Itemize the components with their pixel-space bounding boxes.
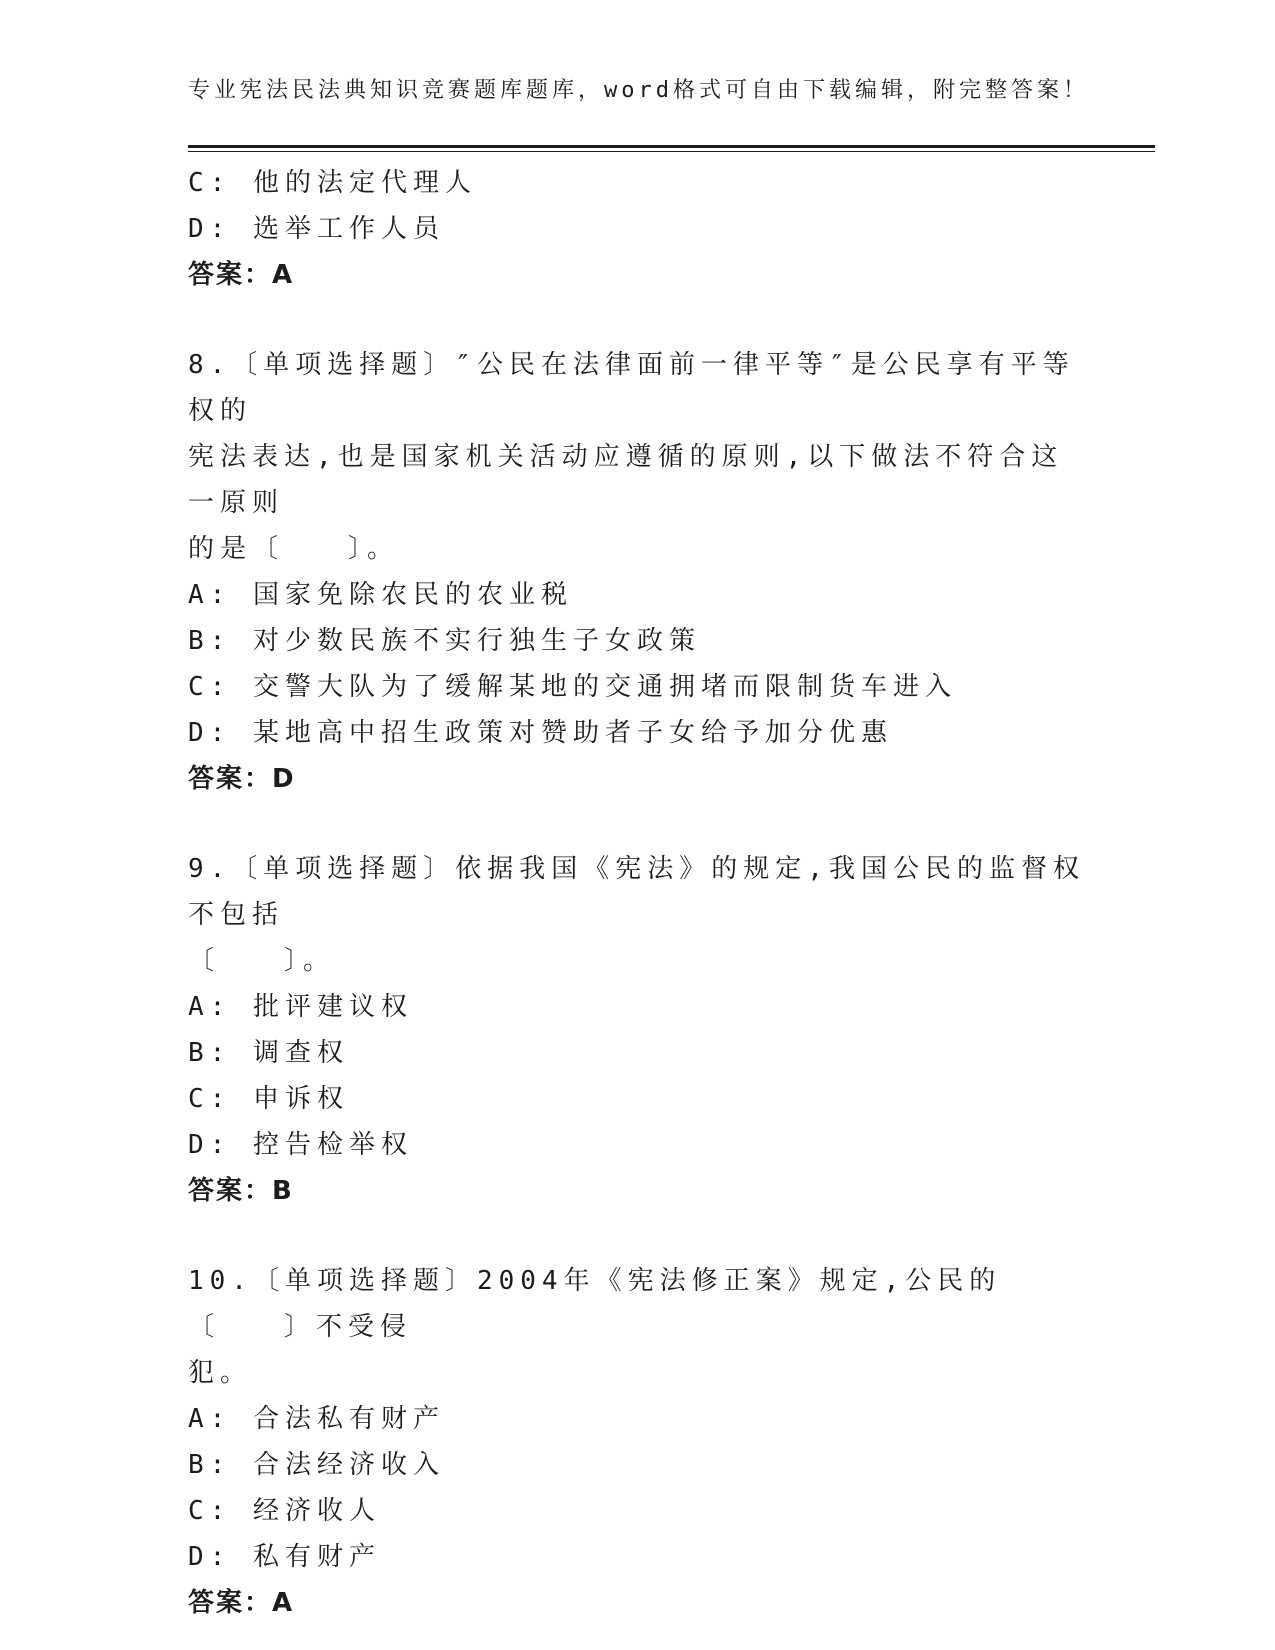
answer-line: 答案：B <box>188 1176 294 1206</box>
question-stem-line: 的是〔 〕。 <box>188 534 400 564</box>
question-stem-line: 犯。 <box>188 1358 253 1388</box>
question-9 <box>188 846 1088 1214</box>
option-c: C: 交警大队为了缓解某地的交通拥堵而限制货车进入 <box>188 672 957 702</box>
option-b: B: 对少数民族不实行独生子女政策 <box>188 626 701 656</box>
question-8 <box>188 342 1088 802</box>
question-stem-line: 宪法表达,也是国家机关活动应遵循的原则,以下做法不符合这一原则 <box>188 442 1064 518</box>
question-stem-line: 10.〔单项选择题〕2004年《宪法修正案》规定,公民的〔 〕不受侵 <box>188 1266 1002 1342</box>
option-d: D: 选举工作人员 <box>188 214 445 244</box>
question-stem-line: 8.〔单项选择题〕″公民在法律面前一律平等″是公民享有平等权的 <box>188 350 1075 426</box>
option-a: A: 国家免除农民的农业税 <box>188 580 573 610</box>
option-c: C: 申诉权 <box>188 1084 349 1114</box>
option-c: C: 经济收人 <box>188 1496 381 1526</box>
question-stem-line: 〔 〕。 <box>188 946 336 976</box>
spacer <box>188 1214 1088 1258</box>
option-a: A: 合法私有财产 <box>188 1404 445 1434</box>
header-rule-thin <box>188 151 1155 152</box>
page-header: 专业宪法民法典知识竞赛题库题库，word格式可自由下载编辑，附完整答案！ <box>188 78 1089 103</box>
question-10 <box>188 1258 1088 1626</box>
spacer <box>188 802 1088 846</box>
answer-line: 答案：A <box>188 260 295 290</box>
spacer <box>188 298 1088 342</box>
option-d: D: 控告检举权 <box>188 1130 413 1160</box>
option-d: D: 某地高中招生政策对赞助者子女给予加分优惠 <box>188 718 893 748</box>
option-c: C: 他的法定代理人 <box>188 168 477 198</box>
answer-line: 答案：D <box>188 764 296 794</box>
continued-question <box>188 160 1088 298</box>
answer-line: 答案：A <box>188 1588 295 1618</box>
option-b: B: 调查权 <box>188 1038 349 1068</box>
option-b: B: 合法经济收入 <box>188 1450 445 1480</box>
question-list <box>188 160 1088 1626</box>
option-a: A: 批评建议权 <box>188 992 413 1022</box>
option-d: D: 私有财产 <box>188 1542 381 1572</box>
question-stem-line: 9.〔单项选择题〕依据我国《宪法》的规定,我国公民的监督权不包括 <box>188 854 1085 930</box>
header-rule-thick <box>188 145 1155 148</box>
